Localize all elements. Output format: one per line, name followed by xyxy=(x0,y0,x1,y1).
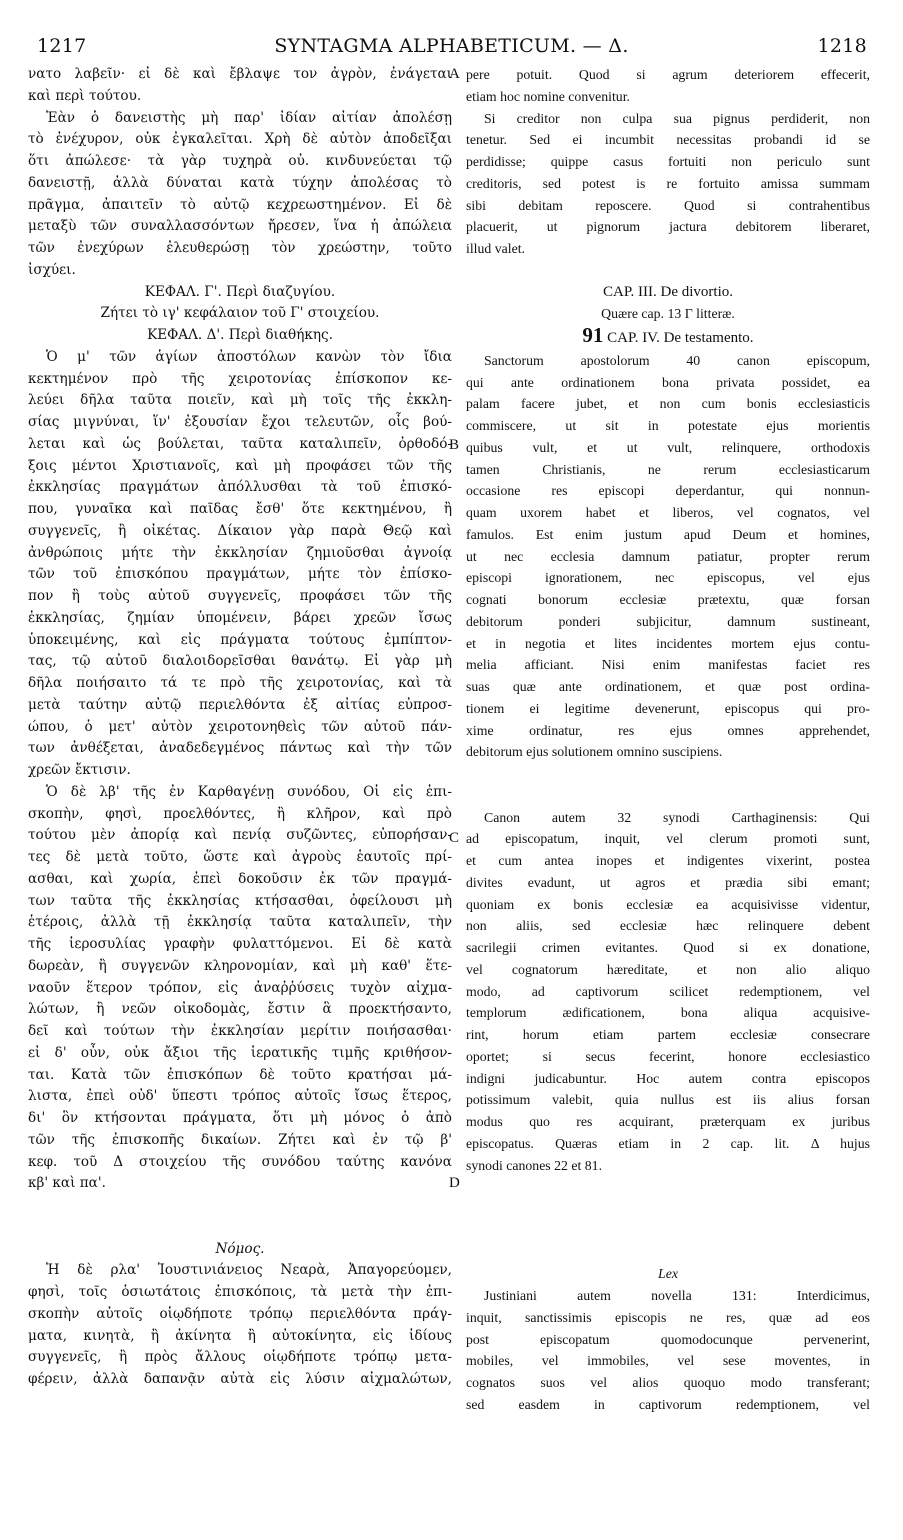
greek-line: λεται καὶ ὡς βούλεται, ταῦτα καταλιπεῖν, ὀρθοδό- xyxy=(28,435,452,452)
latin-line: cognatos suos vel alios quoquo modo transferant; xyxy=(466,1375,870,1390)
greek-line: Ἐὰν ὁ δανειστὴς μὴ παρ' ἰδίαν αἰτίαν ἀπολέσῃ xyxy=(46,109,452,126)
latin-line: potissimum valebit, quia nullus est iis alius forsan xyxy=(466,1092,870,1108)
greek-line: δανειστῇ, ἀλλὰ δύναται κατὰ τύχην ἀπολέσας τὸ xyxy=(28,174,452,191)
latin-line: ut nec ecclesia damnum patiatur, propter rerum xyxy=(466,548,870,564)
latin-chapter-3-heading: CAP. III. De divortio. xyxy=(603,283,733,300)
greek-line: ται. Κατὰ τῶν ἐπισκόπων δὲ τοῦτο κρατήσαι μά- xyxy=(28,1066,452,1083)
greek-line: σίας μιγνύναι, ἵν' ἐξουσίαν ἔχοι τελευτῶν, οἷς βού- xyxy=(28,414,452,430)
latin-line: mobiles, vel immobiles, vel sese moventes, in xyxy=(466,1353,870,1369)
greek-line: Ἡ δὲ ρλα' Ἰουστινιάνειος Νεαρὰ, Ἀπαγορεύομεν, xyxy=(46,1262,452,1279)
greek-line: ἀνθρώποις μήτε τὴν ἐκκλησίαν ζημιοῦσθαι ἀγνοίᾳ xyxy=(28,544,452,561)
greek-line: τὸ ἐνέχυρον, οὐκ ἐγκαλεῖται. Χρὴ δὲ αὐτὸν ἀποδεῖξαι xyxy=(28,131,452,148)
latin-line: creditoris, sed potest is re fortuito amissa summam xyxy=(466,175,870,191)
latin-line: inquit, sanctissimis episcopis ne res, quæ ad eos xyxy=(466,1309,870,1325)
latin-line: placuerit, ut pignorum jactura debitorem liberaret, xyxy=(466,219,870,235)
greek-line: φησὶ, τοῖς ὁσιωτάτοις ἐπισκόποις, τὰ μετὰ τὴν ἐπι- xyxy=(28,1284,452,1300)
latin-line: sibi debitam reposcere. Quod si contrahentibus xyxy=(466,197,870,213)
greek-line: μετὰ ταύτην αὐτῷ περιελθόντα ἐξ αἰτίας εὐπροσ- xyxy=(28,696,452,713)
latin-line: Si creditor non culpa sua pignus perdiderit, non xyxy=(484,110,870,126)
latin-chapter-4-heading-row xyxy=(466,325,870,350)
latin-paragraph-4 xyxy=(466,807,870,1177)
latin-line: modo, ad captivorum scilicet redemptionem, vel xyxy=(466,983,870,999)
latin-column xyxy=(466,64,870,1416)
greek-line: κεφ. τοῦ Δ στοιχείου τῆς συνόδου ταύτης κανόνα xyxy=(28,1153,452,1170)
latin-line: palam facere jubet, et non cum bonis ecclesiasticis xyxy=(466,396,870,412)
greek-line: κβ' καὶ πα'. xyxy=(28,1175,106,1192)
greek-line: τες δὲ μετὰ τοῦτο, ὥστε καὶ ἀγροὺς ἑαυτοῖς πρί- xyxy=(28,849,452,865)
latin-line: et cum antea inopes et indigentes vixerint, postea xyxy=(466,853,870,868)
latin-line: melia afficiant. Nisi enim manifestas faciet res xyxy=(466,657,870,673)
greek-line: ματα, κινητὰ, ἢ ἀκίνητα ἢ αὐτοκίνητα, εἰς ἰδίους xyxy=(28,1327,452,1344)
greek-line: των ταῦτα τῆς ἐκκλησίας κτήσασθαι, ὀφείλουσι μὴ xyxy=(28,892,452,909)
greek-line: καὶ περὶ τούτου. xyxy=(28,87,142,104)
greek-line: φέρειν, ἀλλὰ δαπανᾷν αὐτὰ εἰς λύσιν αἰχμαλώτων, xyxy=(28,1371,452,1387)
latin-line: non aliis, sed ecclesiæ hæc relinquere debent xyxy=(466,918,870,934)
greek-paragraph-1 xyxy=(28,64,452,108)
latin-line: quibus vult, et ut vult, relinquere, orthodoxis xyxy=(466,439,870,455)
greek-line: συγγενεῖς, ἢ οἰκέτας. Δίκαιον γὰρ παρὰ Θεῷ καὶ xyxy=(28,522,452,539)
margin-marker-c: C xyxy=(449,830,460,846)
latin-lex-heading: Lex xyxy=(658,1266,678,1282)
greek-line: δωρεὰν, ἢ συγγενῶν κληρονομίαν, καὶ μὴ καθ' ἕτε- xyxy=(28,957,452,974)
greek-line: μεταξὺ τῶν συναλλασσόντων ἤρεσεν, ἵνα ἡ ἀπώλεια xyxy=(28,218,452,235)
greek-line: χρεῶν ἔκτισιν. xyxy=(28,762,131,778)
latin-line: Canon autem 32 synodi Carthaginensis: Qui xyxy=(484,809,870,825)
latin-line: illud valet. xyxy=(466,241,526,256)
greek-line: τῆς ἱεροσυλίας γραφὴν φυλαττόμενοι. Εἰ δὲ κατὰ xyxy=(28,936,452,952)
greek-line: τῶν τῆς ἐπισκοπῆς δικαίων. Ζήτει καὶ ἐν τῷ β' xyxy=(28,1131,452,1148)
latin-line: oportet; si secus fecerint, honore ecclesiastico xyxy=(466,1048,870,1064)
latin-line: tionem ei legitime devenerunt, episcopus qui pro- xyxy=(466,700,870,716)
greek-line: τούτου μὲν ἀπορίᾳ καὶ πενίᾳ συζῶντες, εὐπορήσαν- xyxy=(28,827,452,844)
greek-line: τας, τῷ αὐτοῦ διαλοιδορεῖσθαι θανάτῳ. Εἰ γὰρ μὴ xyxy=(28,653,452,670)
greek-column xyxy=(28,64,452,1391)
margin-marker-a: A xyxy=(449,66,460,82)
greek-line: ἰσχύει. xyxy=(28,261,76,278)
greek-line: συγγενεῖς, ἢ πρὸς ἄλλους οἱῳδήποτε τρόπῳ μετα- xyxy=(28,1349,452,1366)
greek-paragraph-4 xyxy=(28,782,452,1195)
greek-chapter-4-heading: ΚΕΦΑΛ. Δ'. Περὶ διαθήκης. xyxy=(147,327,333,343)
greek-line: νατο λαβεῖν· εἰ δὲ καὶ ἔβλαψε τον ἀγρὸν, ἐνάγεται xyxy=(28,66,452,82)
greek-line: ὑποκειμένης, καὶ εἰς πράγματα τούτους ἐμπίπτον- xyxy=(28,631,452,648)
greek-line: λιστα, ἐπεὶ οὐδ' ὕπεστι τρόπος αὐτοῖς ἴσως ἕτερος, xyxy=(28,1088,452,1105)
greek-line: δῆλα ποιήσαιτο τά τε πρὸ τῆς χειροτονίας, καὶ τὰ xyxy=(28,675,452,691)
margin-marker-d: D xyxy=(449,1175,460,1191)
greek-chapter-3-reference: Ζήτει τὸ ιγ' κεφάλαιον τοῦ Γ' στοιχείου. xyxy=(100,305,380,322)
greek-line: κεκτημένον πρὸ τῆς χειροτονίας ἐπίσκοπον κε- xyxy=(28,370,452,387)
greek-line: πον ἢ τοὺς αὐτοῦ συγγενεῖς, προφάσει τῶν τῆς xyxy=(28,588,452,604)
latin-chapter-4-heading: CAP. IV. De testamento. xyxy=(607,330,754,346)
greek-line: ὅτι ἀπώλεσε· τὰ γὰρ τυχηρὰ οὐ. κινδυνεύεται τῷ xyxy=(28,153,452,169)
latin-line: perdidisse; quippe casus fortuiti non periculo sunt xyxy=(466,154,870,169)
greek-lex-heading: Νόμος. xyxy=(215,1240,265,1257)
latin-line: suas quæ ante ordinationem, et quæ post ordina- xyxy=(466,679,870,694)
greek-line: σκοπὴν αὐτοῖς οἱῳδήποτε τρόπῳ περιελθόντα πράγ- xyxy=(28,1305,452,1322)
latin-line: commiscere, ut sit in potestate ejus morientis xyxy=(466,418,870,433)
greek-line: ώπου, ὁ μετ' αὐτὸν χειροτονηθεὶς τῶν αὐτοῦ πάν- xyxy=(28,718,452,735)
greek-line: ναοῦν ἕτερον τρόπον, εἰς ἀναῤῥύσεις τυχὸν αἰχμα- xyxy=(28,979,452,996)
latin-line: vel cognatorum hæreditate, et non alio aliquo xyxy=(466,961,870,977)
latin-chapter-3-reference: Quære cap. 13 Γ litteræ. xyxy=(601,306,735,322)
latin-line: Justiniani autem novella 131: Interdicimus, xyxy=(484,1288,870,1303)
greek-line: ξοις μέντοι Χριστιανοῖς, καὶ μὴ προφάσει τῶν τῆς xyxy=(28,457,452,474)
latin-line: Sanctorum apostolorum 40 canon episcopum, xyxy=(484,352,870,368)
greek-line: ἐκκλησίας, ζημίαν ὑπομένειν, βάρει χρεῶν ἴσως xyxy=(28,609,452,626)
greek-line: ἐκκλησίας πραγμάτων ἀπόλλυσθαι τὰ τοῦ ἐπισκό- xyxy=(28,479,452,496)
greek-chapter-3-heading: ΚΕΦΑΛ. Γ'. Περὶ διαζυγίου. xyxy=(144,283,336,300)
latin-line: rint, horum etiam partem ecclesiæ consecrare xyxy=(466,1027,870,1042)
greek-line: Ὁ μ' τῶν ἁγίων ἀποστόλων κανὼν τὸν ἴδια xyxy=(46,348,452,365)
greek-line: σκοπὴν, φησὶ, προελθόντες, ἢ κλῆρον, καὶ πρὸ xyxy=(28,805,452,822)
greek-line: ασθαι, καὶ χωρία, ἐπεὶ δοκοῦσιν ἐκ τῶν πραγμά- xyxy=(28,870,452,887)
latin-line: cognati bonorum ecclesiæ prætextu, quæ forsan xyxy=(466,592,870,607)
latin-line: quam uxorem habet et liberos, vel cognatos, vel xyxy=(466,505,870,520)
latin-line: indigni judicabuntur. Hoc autem contra episcopos xyxy=(466,1070,870,1086)
greek-line: που, γυναῖκα καὶ παῖδας ἔσθ' ὅτε κεκτημένου, ἢ xyxy=(28,501,452,517)
latin-paragraph-2 xyxy=(466,108,870,260)
greek-line: πρᾶγμα, ἀπαιτεῖν τὸ αὐτῷ κεχρεωστημένον. Εἰ δὲ xyxy=(28,196,452,213)
latin-line: debitorum ejus solutionem omnino suscipiens. xyxy=(466,744,723,760)
running-title: SYNTAGMA ALPHABETICUM. — Δ. xyxy=(274,35,629,57)
latin-paragraph-1 xyxy=(466,64,870,108)
latin-line: episcopi ignorationem, nec episcopus, vel ejus xyxy=(466,570,870,586)
latin-line: post episcopatum quomodocunque pervenerint, xyxy=(466,1331,870,1347)
greek-paragraph-2 xyxy=(28,108,452,282)
greek-line: τῶν ἐνεχύρων ἐλευθερώσῃ τὸν χρεώστην, τοῦτο xyxy=(28,240,452,256)
greek-line: δι' ὃν κτήσονται πράγματα, ὅτι μὴ μόνος ὁ ἀπὸ xyxy=(28,1110,452,1126)
latin-line: etiam hoc nomine convenitur. xyxy=(466,88,630,104)
greek-line: λεύει δῆλα ταῦτα ποιεῖν, καὶ μὴ τοῖς τῆς ἐκκλη- xyxy=(28,392,452,409)
latin-line: occasione res episcopi deperdantur, qui nonnun- xyxy=(466,483,870,499)
latin-line: xime ordinatur, res ejus omnes apprehendet, xyxy=(466,722,870,738)
greek-line: λώτων, ἢ νεῶν οἰκοδομὰς, ἔστιν ἃ προεκτήσαντο, xyxy=(28,1001,452,1018)
latin-line: debitorum ponderi subjicitur, damnum sustineant, xyxy=(466,613,870,629)
latin-line: pere potuit. Quod si agrum deteriorem effecerit, xyxy=(466,67,870,82)
latin-line: tamen Christianis, ne rerum ecclesiasticarum xyxy=(466,461,870,477)
greek-line: εἰ δ' οὖν, οὐκ ἄξιοι τῆς ἱερατικῆς τιμῆς κριθήσον- xyxy=(28,1044,452,1061)
greek-line: δεῖ καὶ τούτων τὴν ἐκκλησίαν μερίτιν ποιήσασθαι· xyxy=(28,1023,452,1039)
greek-line: ἑτέροις, ἀλλὰ τῇ ἐκκλησίᾳ ταῦτα καταλιπεῖν, τὴν xyxy=(28,914,452,931)
column-number: 91 xyxy=(582,325,604,347)
latin-line: ad episcopatum, inquit, vel clerum promoti sunt, xyxy=(466,831,870,847)
latin-paragraph-5 xyxy=(466,1285,870,1416)
latin-line: synodi canones 22 et 81. xyxy=(466,1157,603,1173)
latin-line: et in negotia et lites incidentes mortem ejus contu- xyxy=(466,635,870,651)
greek-line: Ὁ δὲ λβ' τῆς ἐν Καρθαγένῃ συνόδου, Οἱ εἰς ἐπι- xyxy=(46,783,452,800)
latin-line: episcopatus. Quæras etiam in 2 cap. lit. Δ hujus xyxy=(466,1135,870,1151)
latin-line: tenetur. Sed ei incumbit necessitas probandi id se xyxy=(466,132,870,148)
latin-paragraph-3 xyxy=(466,350,870,763)
latin-line: templorum ædificationem, bona aliqua acquisive- xyxy=(466,1005,870,1021)
latin-line: quoniam ex bonis ecclesiæ ea acquisivisse videntur, xyxy=(466,896,870,912)
page-number-right: 1218 xyxy=(817,35,867,57)
greek-paragraph-3 xyxy=(28,347,452,782)
latin-line: sacrilegii crimen evitantes. Quod si ex donatione, xyxy=(466,940,870,955)
latin-line: sed easdem in captivorum redemptionem, vel xyxy=(466,1396,870,1412)
margin-marker-b: B xyxy=(449,437,460,453)
greek-line: τῶν τοῦ ἐπισκόπου πραγμάτων, μήτε τὸν ἐπίσκο- xyxy=(28,566,452,583)
latin-line: divites evadunt, ut agros et prædia sibi emant; xyxy=(466,874,870,890)
greek-paragraph-5 xyxy=(28,1260,452,1391)
page-number-left: 1217 xyxy=(37,35,87,57)
latin-line: qui ante ordinationem bona privata possidet, ea xyxy=(466,374,870,390)
greek-line: των ἀνθέξεται, ἀναδεδεγμένος πάντως καὶ τὴν τῶν xyxy=(28,740,452,757)
latin-line: modus quo res acquirant, præterquam ex juribus xyxy=(466,1114,870,1129)
latin-line: famulos. Est enim justum apud Deum et homines, xyxy=(466,526,870,542)
